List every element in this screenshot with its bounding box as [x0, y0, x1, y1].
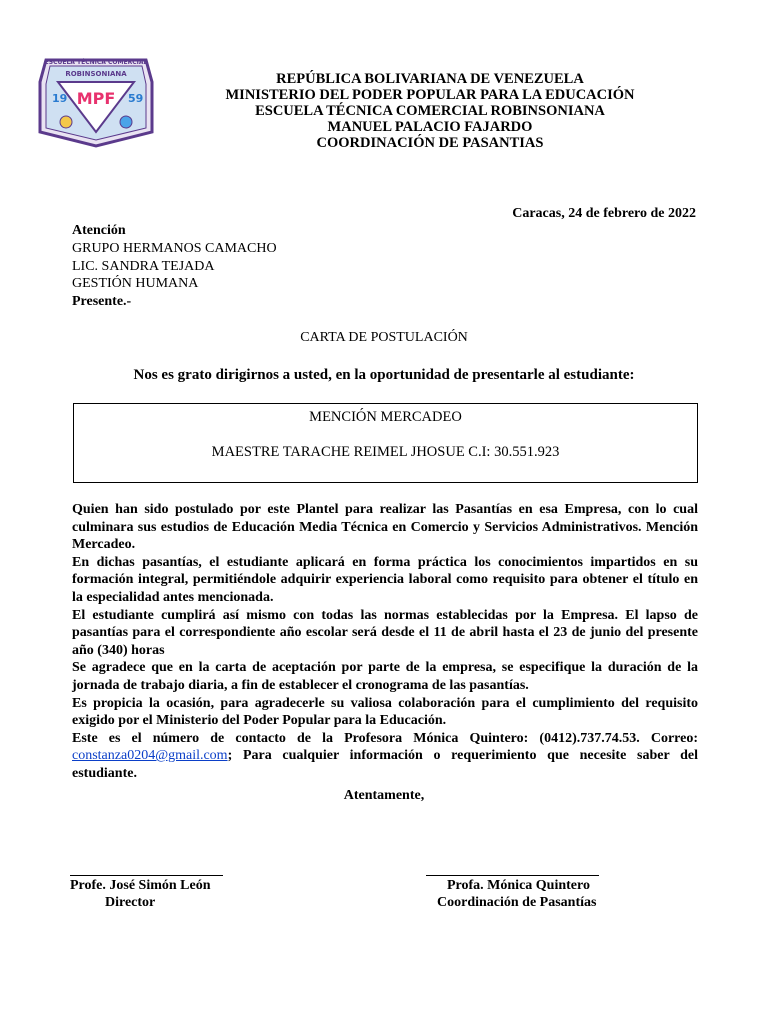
body-paragraph-6: [72, 730, 698, 783]
recipient-department: GESTIÓN HUMANA: [72, 276, 199, 291]
header-line-5: COORDINACIÓN DE PASANTIAS: [316, 135, 544, 151]
signature-line-right: [426, 875, 599, 876]
letter-date: Caracas, 24 de febrero de 2022: [512, 206, 696, 221]
email-link[interactable]: constanza0204@gmail.com: [72, 748, 228, 764]
closing-text: Atentamente,: [343, 788, 425, 803]
signer-right-role: Coordinación de Pasantías: [437, 895, 597, 910]
letter-intro: Nos es grato dirigirnos a usted, en la oportunidad de presentarle al estudiante:: [133, 367, 635, 383]
logo-name-text: ROBINSONIANA: [65, 70, 127, 78]
signer-left-name: Profe. José Simón León: [70, 878, 211, 893]
body-paragraph-2: En dichas pasantías, el estudiante aplicará en forma práctica los conocimientos impartidos en su formación integral, permitiéndole adquirir experiencia laboral como requisito para obtener el título en la especialidad antes mencionada.: [72, 554, 698, 605]
student-box: [73, 403, 698, 483]
signer-left-role: Director: [105, 895, 156, 910]
signature-line-left: [70, 875, 223, 876]
signer-right-name: Profa. Mónica Quintero: [447, 878, 590, 893]
recipient-person: LIC. SANDRA TEJADA: [72, 259, 215, 274]
body-paragraph-5: Es propicia la ocasión, para agradecerle su valiosa colaboración para el cumplimiento del requisito exigido por el Ministerio del Poder Popular para la Educación.: [72, 695, 698, 729]
header-line-4: MANUEL PALACIO FAJARDO: [327, 119, 533, 135]
logo-ring-text: ESCUELA TÉCNICA COMERCIAL: [44, 59, 148, 66]
recipient-presente: Presente.-: [72, 294, 132, 309]
student-mention: MENCIÓN MERCADEO: [309, 409, 462, 425]
letter-body: [72, 501, 698, 783]
school-logo: [36, 52, 156, 148]
header-line-2: MINISTERIO DEL PODER POPULAR PARA LA EDUCACIÓN: [225, 87, 635, 103]
body-paragraph-3: El estudiante cumplirá así mismo con todas las normas establecidas por la Empresa. El lapso de pasantías para el correspondiente año escolar será desde el 11 de abril hasta el 23 de junio del presente año (340) horas: [72, 607, 698, 658]
recipient-attention: Atención: [72, 223, 126, 238]
logo-year-left: 19: [52, 92, 68, 105]
body-paragraph-4: Se agradece que en la carta de aceptación por parte de la empresa, se especifique la duración de la jornada de trabajo diaria, a fin de establecer el cronograma de las pasantías.: [72, 660, 698, 693]
header-line-1: REPÚBLICA BOLIVARIANA DE VENEZUELA: [276, 71, 584, 87]
letter-title: CARTA DE POSTULACIÓN: [300, 330, 468, 345]
contact-text-suffix: ; Para cualquier información o requerimiento que necesite saber del estudiante.: [72, 748, 698, 781]
contact-text: Este es el número de contacto de la Profesora Mónica Quintero: (0412).737.74.53. Correo:: [72, 730, 698, 746]
logo-year-right: 59: [128, 92, 144, 105]
header-line-3: ESCUELA TÉCNICA COMERCIAL ROBINSONIANA: [255, 103, 605, 119]
logo-initials: MPF: [76, 89, 116, 108]
body-paragraph-1: Quien han sido postulado por este Plantel para realizar las Pasantías en esa Empresa, con lo cual culminara sus estudios de Educación Media Técnica en Comercio y Servicios Administrativos. Mención Mercadeo.: [72, 502, 698, 553]
recipient-company: GRUPO HERMANOS CAMACHO: [72, 241, 277, 256]
student-name: MAESTRE TARACHE REIMEL JHOSUE C.I: 30.551.923: [211, 444, 560, 460]
